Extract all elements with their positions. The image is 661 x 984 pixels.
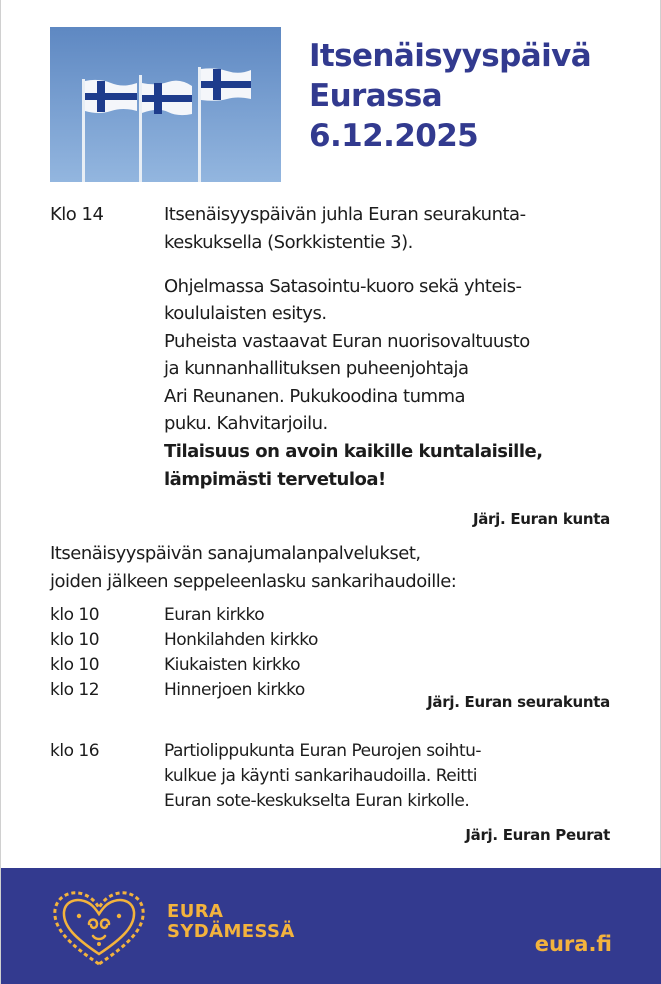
event3-organizer: Järj. Euran Peurat <box>465 826 610 844</box>
page-title <box>309 36 639 156</box>
event1-program-3: Puheista vastaavat Euran nuorisovaltuusto <box>164 331 530 352</box>
event1-line-2: keskuksella (Sorkkistentie 3). <box>164 232 413 253</box>
title-line-2: Eurassa <box>309 78 443 114</box>
service-place-3: Kiukaisten kirkko <box>164 655 301 675</box>
event1-line-1: Itsenäisyyspäivän juhla Euran seurakunta- <box>164 204 526 225</box>
event3-time: klo 16 <box>50 741 100 761</box>
logo-line-2: SYDÄMESSÄ <box>167 921 295 942</box>
finnish-flags-photo <box>50 27 281 182</box>
event3-line-3: Euran sote-keskukselta Euran kirkolle. <box>164 791 470 811</box>
service-place-1: Euran kirkko <box>164 605 265 625</box>
service-time-2: klo 10 <box>50 630 100 650</box>
service-place-4: Hinnerjoen kirkko <box>164 680 305 700</box>
heart-logo-icon <box>49 888 149 968</box>
footer-bar <box>1 868 661 984</box>
title-line-3: 6.12.2025 <box>309 118 479 154</box>
service-place-2: Honkilahden kirkko <box>164 630 318 650</box>
logo-line-1: EURA <box>167 901 224 922</box>
event1-organizer: Järj. Euran kunta <box>472 510 610 528</box>
event2-organizer: Järj. Euran seurakunta <box>427 693 610 711</box>
service-time-4: klo 12 <box>50 680 100 700</box>
event1-program-2: koululaisten esitys. <box>164 303 327 324</box>
event3-line-1: Partiolippukunta Euran Peurojen soihtu- <box>164 741 482 761</box>
event1-bold-2: lämpimästi tervetuloa! <box>164 469 386 490</box>
event1-program-5: Ari Reunanen. Pukukoodina tumma <box>164 386 466 407</box>
flag-3 <box>201 68 251 100</box>
flag-2 <box>142 81 192 115</box>
event1-time: Klo 14 <box>50 204 104 225</box>
event1-program-4: ja kunnanhallituksen puheenjohtaja <box>164 358 469 379</box>
service-time-3: klo 10 <box>50 655 100 675</box>
logo-wordmark <box>167 902 295 942</box>
event1-bold-1: Tilaisuus on avoin kaikille kuntalaisille, <box>164 441 543 462</box>
website-link[interactable]: eura.fi <box>534 932 612 956</box>
event1-program-1: Ohjelmassa Satasointu-kuoro sekä yhteis- <box>164 276 522 297</box>
service-time-1: klo 10 <box>50 605 100 625</box>
event1-program-6: puku. Kahvitarjoilu. <box>164 413 328 434</box>
title-line-1: Itsenäisyyspäivä <box>309 38 592 74</box>
event2-intro-2: joiden jälkeen seppeleenlasku sankarihaudoille: <box>50 571 457 592</box>
event2-intro-1: Itsenäisyyspäivän sanajumalanpalvelukset, <box>50 543 421 564</box>
event3-line-2: kulkue ja käynti sankarihaudoilla. Reitti <box>164 766 477 786</box>
